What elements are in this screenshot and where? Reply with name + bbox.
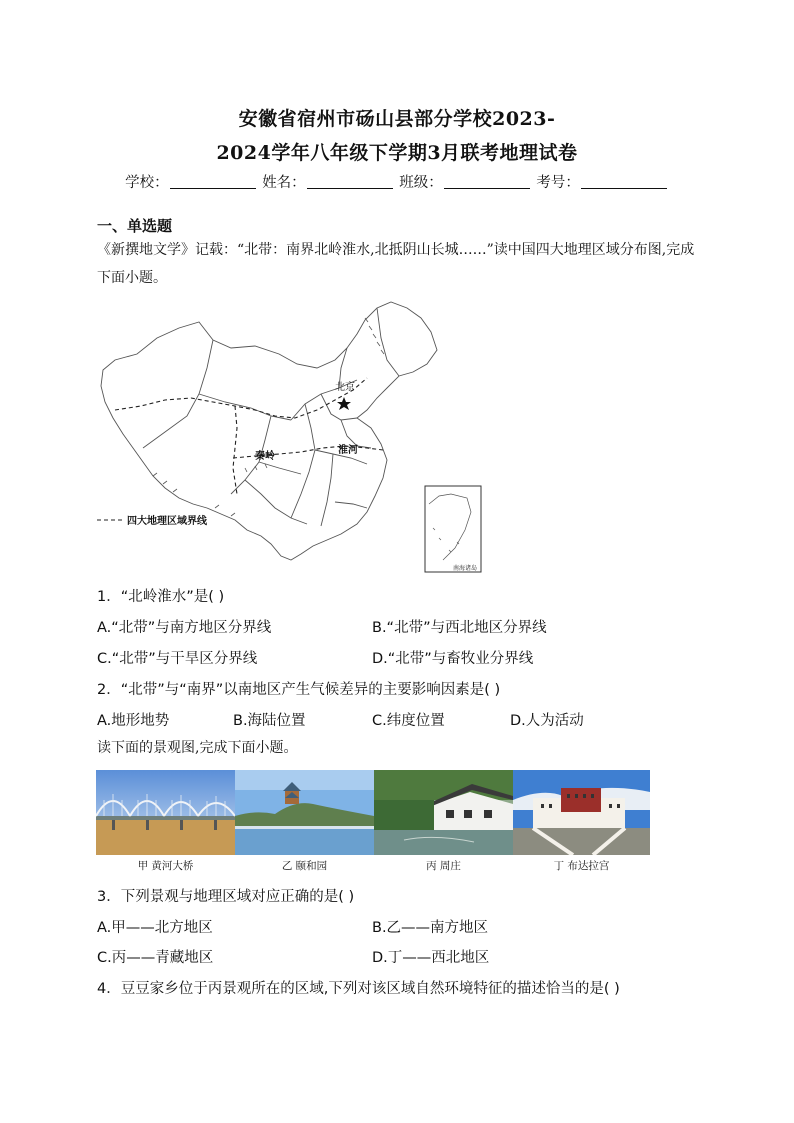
photo-yellow-river-bridge	[96, 770, 235, 855]
q3-option-b[interactable]: B.乙——南方地区	[372, 920, 489, 936]
intro-paragraph-1: 《新撰地文学》记载：“北带：南界北岭淮水,北抵阴山长城……”读中国四大地理区域分布图,完成下面小题。	[97, 242, 695, 286]
question-4-stem: 4．豆豆家乡位于丙景观所在的区域,下列对该区域自然环境特征的描述恰当的是( )	[97, 981, 620, 997]
photo-zhouzhuang	[374, 770, 513, 855]
q1-option-a[interactable]: A.“北带”与南方地区分界线	[97, 620, 272, 636]
school-label: 学校：	[125, 175, 169, 191]
question-3-stem: 3．下列景观与地理区域对应正确的是( )	[97, 889, 355, 905]
q3-option-d[interactable]: D.丁——西北地区	[372, 950, 490, 966]
photo-potala-palace	[513, 770, 650, 855]
exam-title-line-2: 2024学年八年级下学期3月联考地理试卷	[216, 142, 578, 164]
q3-option-c[interactable]: C.丙——青藏地区	[97, 950, 214, 966]
beijing-label: 北京	[335, 382, 355, 393]
q1-option-c[interactable]: C.“北带”与干旱区分界线	[97, 651, 258, 667]
exam-title-line-1: 安徽省宿州市砀山县部分学校2023-	[238, 108, 556, 130]
q1-option-d[interactable]: D.“北带”与畜牧业分界线	[372, 651, 534, 667]
caption-photo-4: 丁 布达拉宫	[553, 860, 610, 872]
beijing-star-icon	[337, 397, 351, 410]
class-blank[interactable]	[444, 174, 530, 189]
q1-option-b[interactable]: B.“北带”与西北地区分界线	[372, 620, 547, 636]
south-china-sea-inset	[425, 486, 481, 572]
question-1-stem: 1．“北岭淮水”是( )	[97, 589, 225, 605]
inset-label: 南海诸岛	[452, 565, 478, 572]
exam-no-label: 考号：	[536, 175, 580, 191]
student-info-row	[0, 171, 794, 192]
exam-no-blank[interactable]	[581, 174, 667, 189]
q2-option-b[interactable]: B.海陆位置	[233, 713, 306, 729]
school-blank[interactable]	[170, 174, 256, 189]
q2-option-d[interactable]: D.人为活动	[510, 713, 584, 729]
section-heading: 一、单选题	[97, 217, 173, 235]
q3-option-a[interactable]: A.甲——北方地区	[97, 920, 213, 936]
qinling-label: 秦岭	[255, 451, 275, 462]
name-label: 姓名：	[262, 175, 306, 191]
q2-option-c[interactable]: C.纬度位置	[372, 713, 445, 729]
caption-photo-1: 甲 黄河大桥	[137, 860, 194, 872]
name-blank[interactable]	[307, 174, 393, 189]
china-region-map	[95, 298, 495, 578]
class-label: 班级：	[399, 175, 443, 191]
caption-photo-3: 丙 周庄	[426, 860, 461, 872]
q2-option-a[interactable]: A.地形地势	[97, 713, 170, 729]
region-boundary-line	[115, 378, 367, 418]
huaihe-label: 淮河	[338, 445, 358, 456]
legend-label: 四大地理区域界线	[127, 516, 207, 527]
question-2-stem: 2．“北带”与“南界”以南地区产生气候差异的主要影响因素是( )	[97, 682, 501, 698]
caption-photo-2: 乙 颐和园	[281, 860, 328, 872]
photo-summer-palace	[235, 770, 374, 855]
intro-paragraph-2: 读下面的景观图,完成下面小题。	[97, 740, 298, 756]
